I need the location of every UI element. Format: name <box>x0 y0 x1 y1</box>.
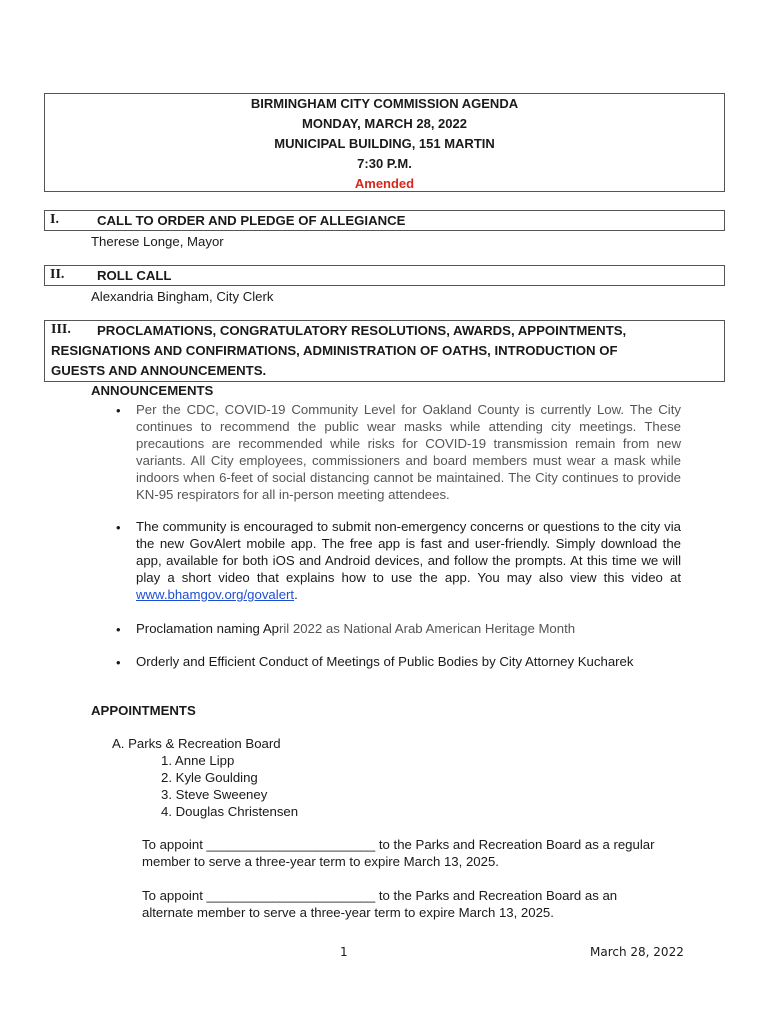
section-1-presenter: Therese Longe, Mayor <box>91 234 224 249</box>
agenda-title: BIRMINGHAM CITY COMMISSION AGENDA <box>250 96 519 111</box>
covid-announcement: Per the CDC, COVID-19 Community Level for Oakland County is currently Low. The City continues to recommend the public wear masks while attending city meetings. These precautions are recommended while risks for COVID-19 transmission remain from new variants. All City employees, commissioners and board members must wear a mask while indoors when 6-feet of social distancing cannot be maintained. The City continues to provide KN-95 respirators for all in-person meeting attendees. <box>136 402 681 502</box>
meeting-location: MUNICIPAL BUILDING, 151 MARTIN <box>274 136 495 151</box>
bullet-icon: • <box>116 622 121 637</box>
candidate-item: 4. Douglas Christensen <box>161 804 299 819</box>
section-3-number: III. <box>51 322 71 337</box>
govalert-link[interactable]: www.bhamgov.org/govalert <box>136 587 295 602</box>
proclamation-text-b: ril 2022 as National Arab American Heritage Month <box>278 621 576 636</box>
section-2-title: ROLL CALL <box>97 268 172 283</box>
amended-label: Amended <box>354 176 415 191</box>
appointments-heading: APPOINTMENTS <box>91 703 196 718</box>
motion-regular-line1: To appoint _______________________ to the Parks and Recreation Board as a regular <box>142 837 655 852</box>
section-2-number: II. <box>50 267 65 282</box>
candidate-item: 1. Anne Lipp <box>161 753 235 768</box>
govalert-announcement <box>136 518 681 603</box>
proclamation-announcement <box>136 620 681 637</box>
bullet-icon: • <box>116 403 121 418</box>
govalert-period: . <box>294 587 298 602</box>
section-3-title-line3: GUESTS AND ANNOUNCEMENTS. <box>51 363 267 378</box>
govalert-text: The community is encouraged to submit non-emergency concerns or questions to the city via the new GovAlert mobile app. The free app is fast and user-friendly. Simply download the app, available for both iOS and Android devices, and follow the prompts. At this time we will play a short video that explains how to use the app. You may also view this video at <box>136 519 681 585</box>
motion-alternate-line2: alternate member to serve a three-year term to expire March 13, 2025. <box>142 905 554 920</box>
section-1-title: CALL TO ORDER AND PLEDGE OF ALLEGIANCE <box>97 213 406 228</box>
motion-alternate-line1: To appoint _______________________ to the Parks and Recreation Board as an <box>142 888 618 903</box>
footer-date: March 28, 2022 <box>590 945 684 959</box>
section-3-title-line2: RESIGNATIONS AND CONFIRMATIONS, ADMINISTRATION OF OATHS, INTRODUCTION OF <box>51 343 618 358</box>
bullet-icon: • <box>116 520 121 535</box>
section-3-title-line1: PROCLAMATIONS, CONGRATULATORY RESOLUTIONS, AWARDS, APPOINTMENTS, <box>97 323 627 338</box>
meeting-time: 7:30 P.M. <box>357 156 412 171</box>
candidate-item: 2. Kyle Goulding <box>161 770 258 785</box>
section-2-presenter: Alexandria Bingham, City Clerk <box>91 289 274 304</box>
motion-regular-line2: member to serve a three-year term to expire March 13, 2025. <box>142 854 499 869</box>
meeting-date: MONDAY, MARCH 28, 2022 <box>302 116 467 131</box>
candidate-item: 3. Steve Sweeney <box>161 787 268 802</box>
section-1-number: I. <box>50 212 59 227</box>
bullet-icon: • <box>116 655 121 670</box>
meetings-conduct-announcement: Orderly and Efficient Conduct of Meetings of Public Bodies by City Attorney Kucharek <box>136 654 634 669</box>
page-number: 1 <box>340 945 348 959</box>
proclamation-text-a: Proclamation naming Ap <box>136 621 279 636</box>
board-label: A. Parks & Recreation Board <box>112 736 281 751</box>
announcements-heading: ANNOUNCEMENTS <box>91 383 214 398</box>
